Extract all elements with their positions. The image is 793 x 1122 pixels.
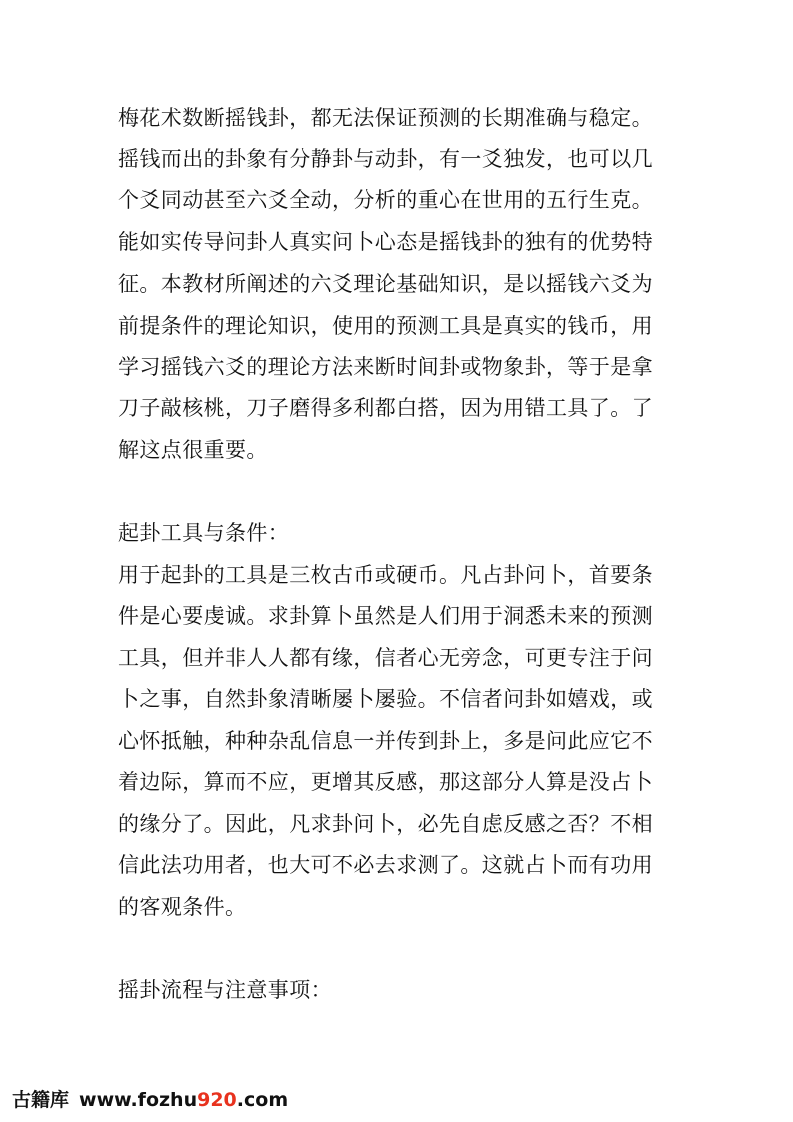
section-heading: 摇卦流程与注意事项： xyxy=(118,978,332,1002)
text-line: 卜之事，自然卦象清晰屡卜屡验。不信者问卦如嬉戏，或 xyxy=(118,687,653,711)
site-url-suffix: .com xyxy=(236,1089,289,1111)
watermark-footer xyxy=(12,1085,288,1112)
text-line: 的缘分了。因此，凡求卦问卜，必先自虑反感之否？不相 xyxy=(118,812,653,836)
site-url-accent: 920 xyxy=(197,1089,237,1111)
text-line: 的客观条件。 xyxy=(118,895,247,919)
text-line: 摇钱而出的卦象有分静卦与动卦，有一爻独发，也可以几 xyxy=(118,147,653,171)
text-line: 征。本教材所阐述的六爻理论基础知识，是以摇钱六爻为 xyxy=(118,272,653,296)
text-line: 信此法功用者，也大可不必去求测了。这就占卜而有功用 xyxy=(118,853,653,877)
text-line: 梅花术数断摇钱卦，都无法保证预测的长期准确与稳定。 xyxy=(118,106,653,130)
section-heading: 起卦工具与条件： xyxy=(118,521,290,545)
text-line: 学习摇钱六爻的理论方法来断时间卦或物象卦，等于是拿 xyxy=(118,355,653,379)
text-line: 能如实传导问卦人真实问卜心态是摇钱卦的独有的优势特 xyxy=(118,230,653,254)
text-line: 用于起卦的工具是三枚古币或硬币。凡占卦问卜，首要条 xyxy=(118,563,653,587)
text-line: 前提条件的理论知识，使用的预测工具是真实的钱币，用 xyxy=(118,314,653,338)
text-line: 件是心要虔诚。求卦算卜虽然是人们用于洞悉未来的预测 xyxy=(118,604,653,628)
site-brand: 古籍库 xyxy=(12,1089,70,1111)
text-line: 个爻同动甚至六爻全动，分析的重心在世用的五行生克。 xyxy=(118,188,653,212)
text-line: 解这点很重要。 xyxy=(118,438,268,462)
site-url-prefix: www.fozhu xyxy=(79,1089,198,1111)
text-line: 着边际，算而不应，更增其反感，那这部分人算是没占卜 xyxy=(118,770,653,794)
text-line: 工具，但并非人人都有缘，信者心无旁念，可更专注于问 xyxy=(118,646,653,670)
text-line: 心怀抵触，种种杂乱信息一并传到卦上，多是问此应它不 xyxy=(118,729,653,753)
text-line: 刀子敲核桃，刀子磨得多利都白搭，因为用错工具了。了 xyxy=(118,396,653,420)
